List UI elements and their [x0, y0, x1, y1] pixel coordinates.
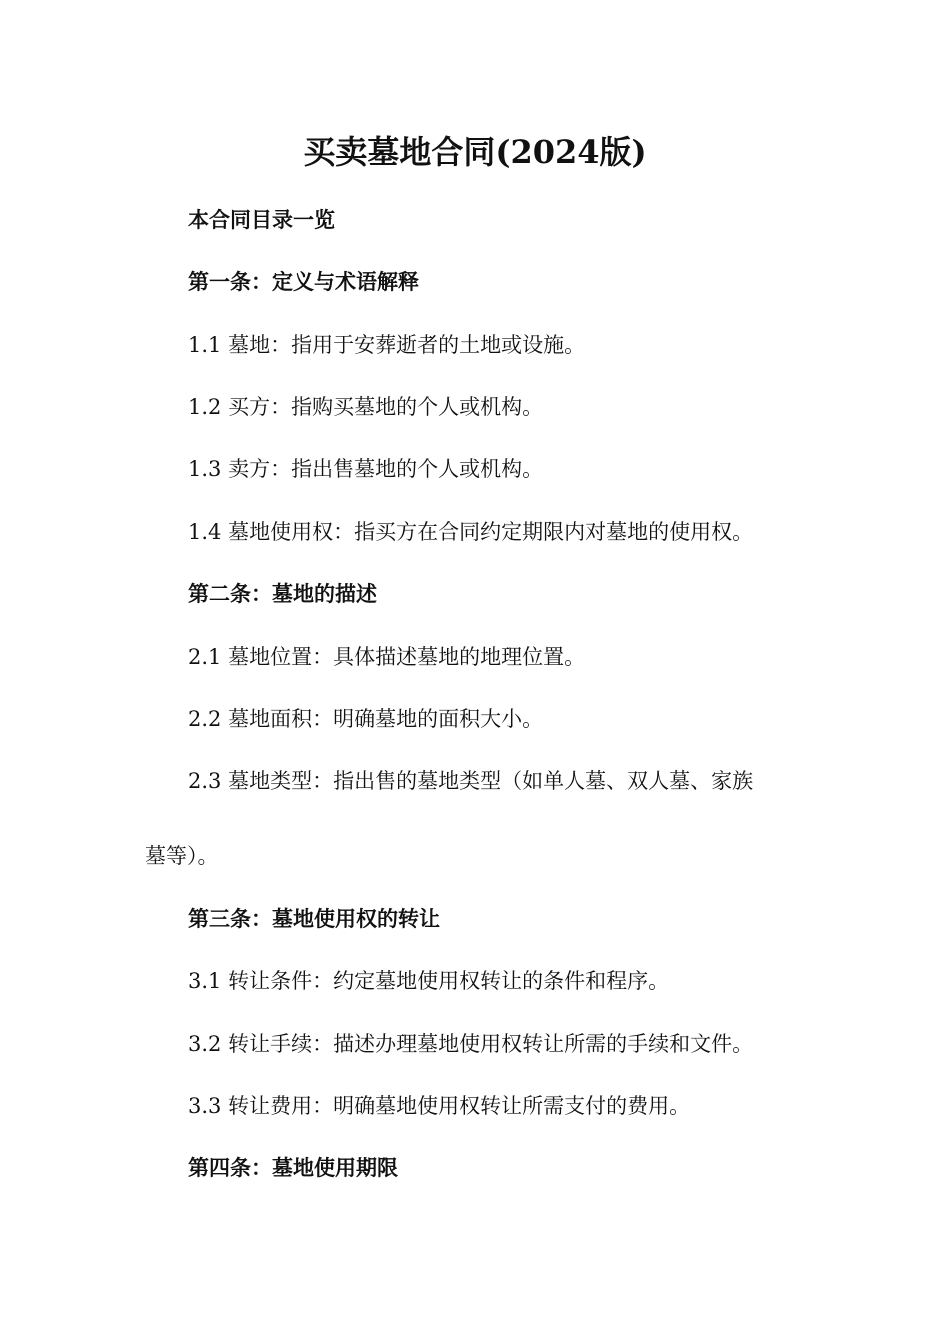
- clause-1-3: 1.3 卖方：指出售墓地的个人或机构。: [188, 457, 544, 481]
- clause-1-1: 1.1 墓地：指用于安葬逝者的土地或设施。: [188, 333, 586, 357]
- clause-3-1: 3.1 转让条件：约定墓地使用权转让的条件和程序。: [188, 969, 670, 993]
- clause-3-2: 3.2 转让手续：描述办理墓地使用权转让所需的手续和文件。: [188, 1032, 754, 1056]
- article-2-heading: 第二条：墓地的描述: [188, 582, 377, 606]
- article-3-heading: 第三条：墓地使用权的转让: [188, 907, 440, 931]
- clause-2-1: 2.1 墓地位置：具体描述墓地的地理位置。: [188, 645, 586, 669]
- clause-2-2: 2.2 墓地面积：明确墓地的面积大小。: [188, 707, 544, 731]
- article-4-heading: 第四条：墓地使用期限: [188, 1156, 398, 1180]
- clause-1-2: 1.2 买方：指购买墓地的个人或机构。: [188, 395, 544, 419]
- document-title: 买卖墓地合同(2024版): [303, 133, 647, 171]
- clause-2-3-continuation: 墓等）。: [145, 844, 219, 868]
- toc-heading: 本合同目录一览: [188, 208, 335, 232]
- clause-2-3: 2.3 墓地类型：指出售的墓地类型（如单人墓、双人墓、家族: [188, 769, 754, 793]
- clause-1-4: 1.4 墓地使用权：指买方在合同约定期限内对墓地的使用权。: [188, 520, 754, 544]
- article-1-heading: 第一条：定义与术语解释: [188, 270, 419, 294]
- clause-3-3: 3.3 转让费用：明确墓地使用权转让所需支付的费用。: [188, 1094, 691, 1118]
